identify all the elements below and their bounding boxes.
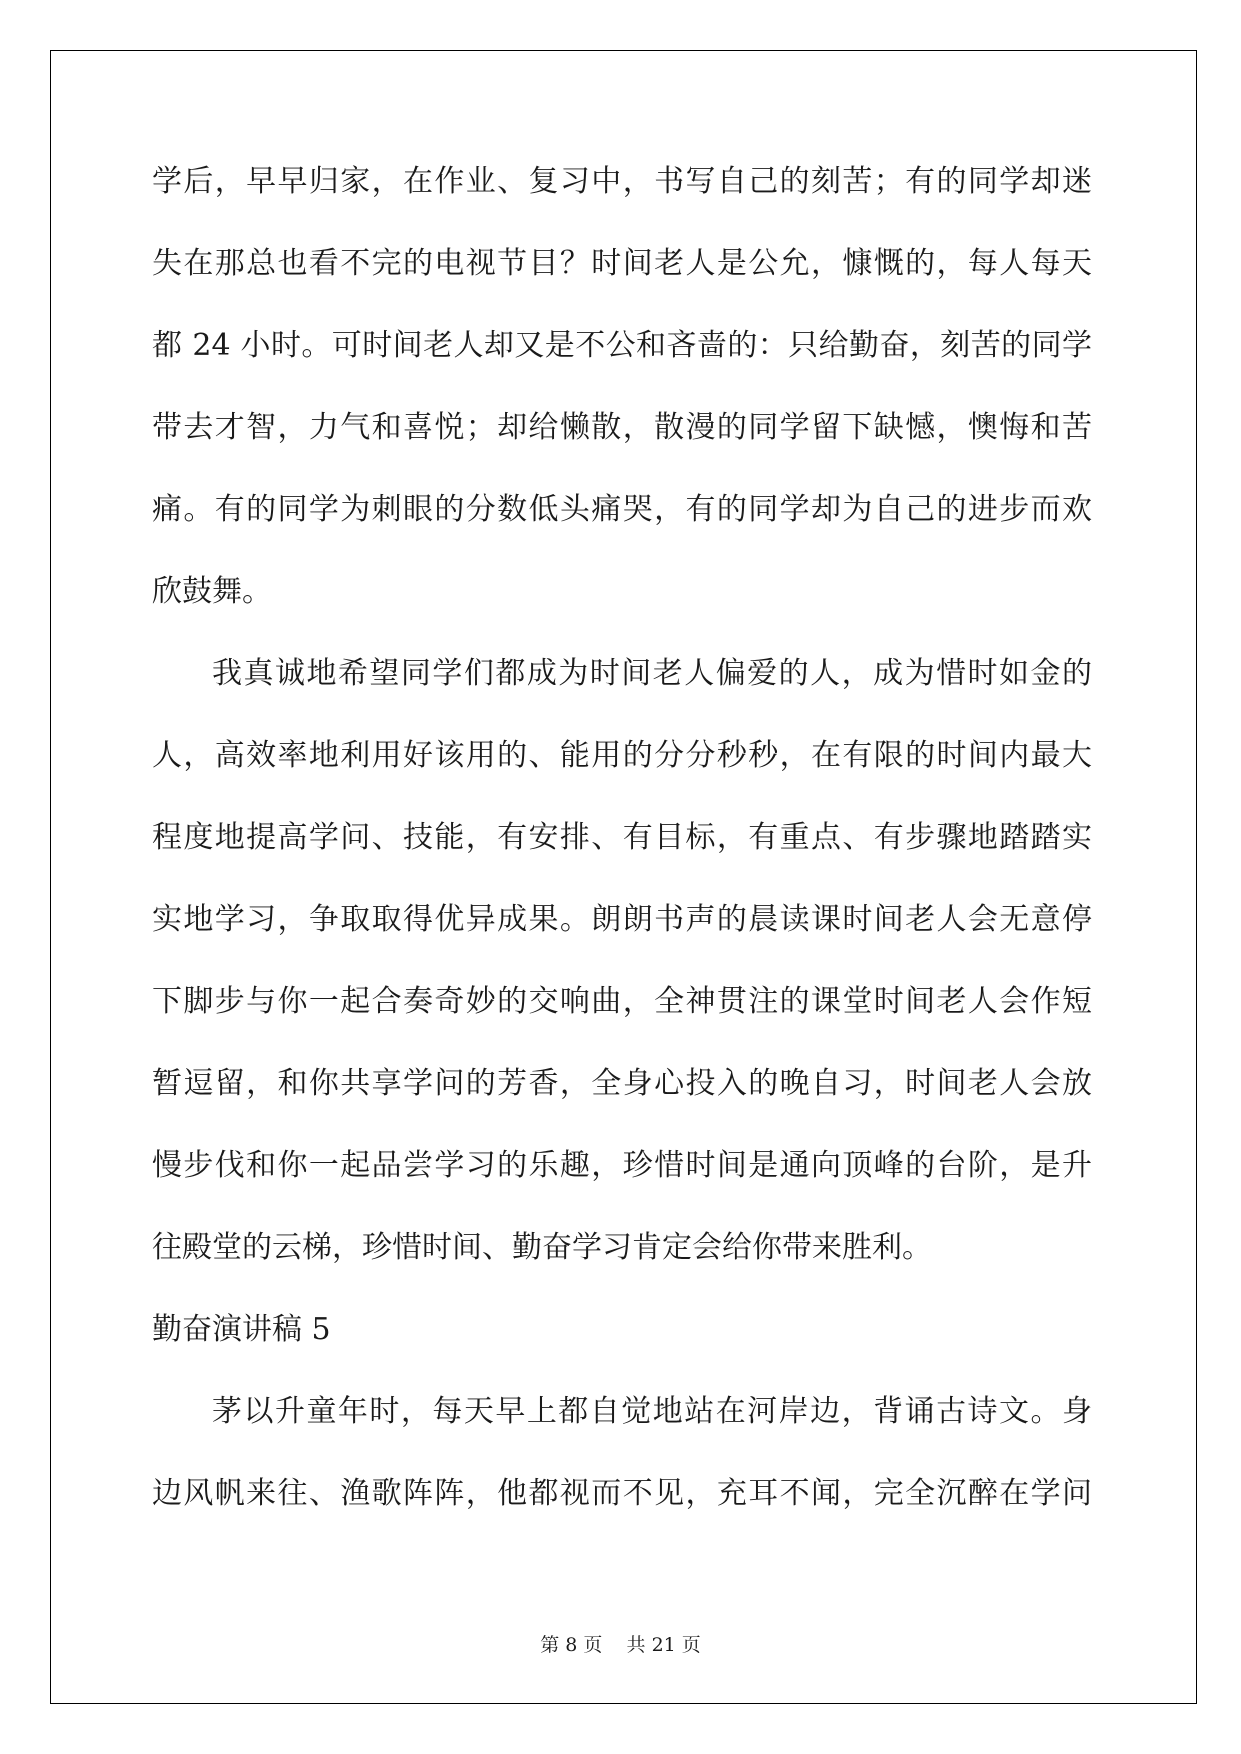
page-footer — [0, 1633, 1241, 1657]
text-line: 暂逗留，和你共享学问的芳香，全身心投入的晚自习，时间老人会放 — [152, 1066, 1092, 1101]
page-total: 共 21 页 — [626, 1634, 701, 1656]
text-line: 下脚步与你一起合奏奇妙的交响曲，全神贯注的课堂时间老人会作短 — [152, 984, 1092, 1019]
text-line: 实地学习，争取取得优异成果。朗朗书声的晨读课时间老人会无意停 — [152, 902, 1092, 937]
text-line: 程度地提高学问、技能，有安排、有目标，有重点、有步骤地踏踏实 — [152, 820, 1092, 855]
text-line: 边风帆来往、渔歌阵阵，他都视而不见，充耳不闻，完全沉醉在学问 — [152, 1476, 1092, 1511]
text-line: 茅以升童年时，每天早上都自觉地站在河岸边，背诵古诗文。身 — [212, 1394, 1092, 1429]
text-line: 都 24 小时。可时间老人却又是不公和吝啬的：只给勤奋，刻苦的同学 — [152, 328, 1092, 363]
text-line: 欣鼓舞。 — [152, 574, 272, 609]
text-line: 人，高效率地利用好该用的、能用的分分秒秒，在有限的时间内最大 — [152, 738, 1092, 773]
text-line: 带去才智，力气和喜悦；却给懒散，散漫的同学留下缺憾，懊悔和苦 — [152, 410, 1092, 445]
section-heading: 勤奋演讲稿 5 — [152, 1312, 331, 1347]
text-line: 痛。有的同学为刺眼的分数低头痛哭，有的同学却为自己的进步而欢 — [152, 492, 1092, 527]
text-line: 失在那总也看不完的电视节目？时间老人是公允，慷慨的，每人每天 — [152, 246, 1092, 281]
text-line: 往殿堂的云梯，珍惜时间、勤奋学习肯定会给你带来胜利。 — [152, 1230, 932, 1265]
text-line: 慢步伐和你一起品尝学习的乐趣，珍惜时间是通向顶峰的台阶，是升 — [152, 1148, 1092, 1183]
document-body — [152, 162, 1092, 1556]
text-line: 学后，早早归家，在作业、复习中，书写自己的刻苦；有的同学却迷 — [152, 164, 1092, 199]
text-line: 我真诚地希望同学们都成为时间老人偏爱的人，成为惜时如金的 — [212, 656, 1092, 691]
page-number: 第 8 页 — [540, 1634, 603, 1656]
